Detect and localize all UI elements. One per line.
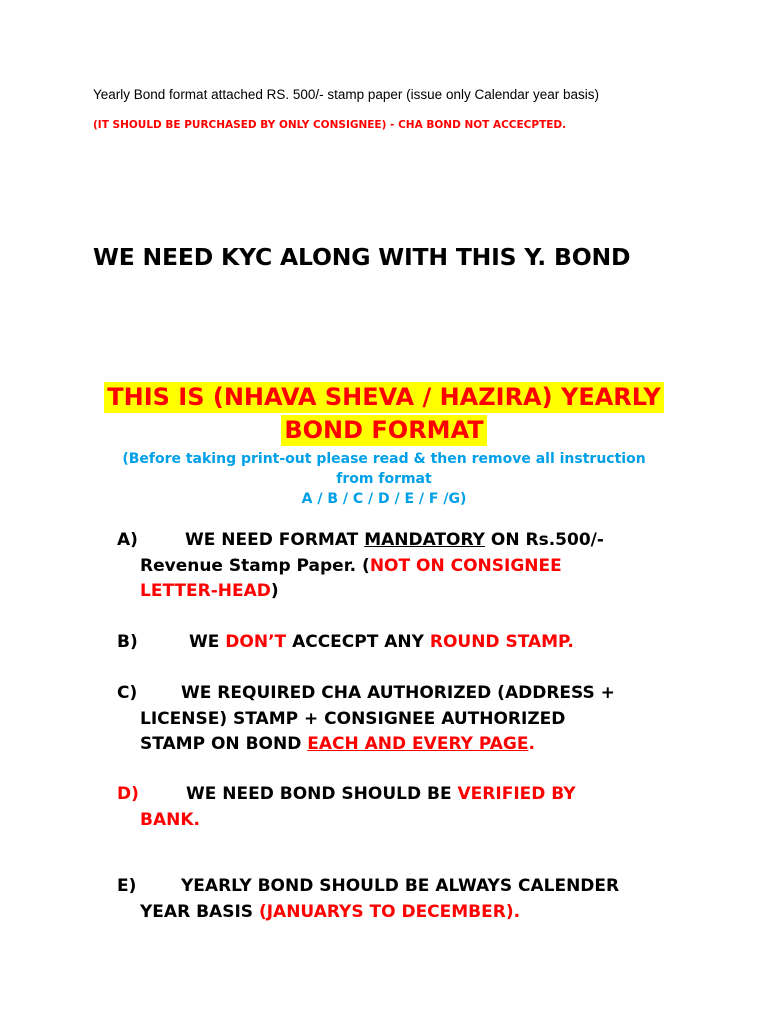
instruction-item-e: [117, 874, 677, 925]
item-a-text-4: Revenue Stamp Paper. (: [140, 555, 370, 576]
instruction-item-c: [117, 681, 677, 758]
item-d-bank: BANK.: [140, 809, 200, 830]
item-d-label: D): [117, 784, 139, 804]
instruction-note-line-2: from format: [336, 471, 432, 487]
title-line-1: THIS IS (NHAVA SHEVA / HAZIRA) YEARLY: [104, 382, 663, 413]
item-b-label: B): [117, 632, 138, 652]
item-b-dont: DON’T: [225, 632, 287, 652]
item-a-text-1: WE NEED FORMAT: [185, 530, 365, 550]
bond-format-title: [0, 382, 768, 446]
item-a-text-3: ON Rs.500/-: [484, 530, 604, 550]
kyc-heading: WE NEED KYC ALONG WITH THIS Y. BOND: [93, 243, 631, 271]
item-d-verified-by: VERIFIED BY: [457, 784, 576, 804]
item-a-label: A): [117, 530, 138, 550]
item-e-label: E): [117, 876, 137, 896]
item-c-label: C): [117, 683, 138, 703]
item-b-text-1: WE: [189, 632, 226, 652]
intro-line: Yearly Bond format attached RS. 500/- stamp paper (issue only Calendar year basis): [93, 87, 600, 102]
item-d-text-1: WE NEED BOND SHOULD BE: [186, 784, 458, 804]
instruction-note: [0, 449, 768, 509]
consignee-warning: (IT SHOULD BE PURCHASED BY ONLY CONSIGNEE) - CHA BOND NOT ACCECPTED.: [93, 119, 567, 131]
instruction-item-b: [117, 630, 677, 656]
item-c-text-1: WE REQUIRED CHA AUTHORIZED (ADDRESS +: [181, 683, 615, 703]
item-c-text-2: LICENSE) STAMP + CONSIGNEE AUTHORIZED: [140, 708, 566, 729]
item-e-text-1: YEARLY BOND SHOULD BE ALWAYS CALENDER: [181, 876, 620, 896]
item-a-letter-head: LETTER-HEAD: [140, 581, 271, 601]
title-line-2: BOND FORMAT: [281, 415, 486, 446]
item-c-text-3: STAMP ON BOND: [140, 734, 308, 754]
item-e-text-2: YEAR BASIS: [140, 901, 259, 922]
instruction-note-line-3: A / B / C / D / E / F /G): [301, 491, 467, 507]
item-b-round-stamp: ROUND STAMP.: [429, 632, 574, 652]
item-a-text-7: ): [270, 581, 279, 601]
item-b-text-3: ACCECPT ANY: [286, 632, 430, 652]
instruction-note-line-1: (Before taking print-out please read & then remove all instruction: [122, 451, 646, 467]
item-e-january-december: (JANUARYS TO DECEMBER).: [258, 901, 521, 922]
item-c-each-page: EACH AND EVERY PAGE: [307, 734, 529, 754]
item-c-text-5: .: [528, 734, 535, 754]
instruction-item-d: [117, 782, 677, 833]
item-a-mandatory: MANDATORY: [364, 530, 485, 550]
instruction-item-a: [117, 528, 677, 605]
item-a-not-on-consignee: NOT ON CONSIGNEE: [369, 555, 562, 576]
